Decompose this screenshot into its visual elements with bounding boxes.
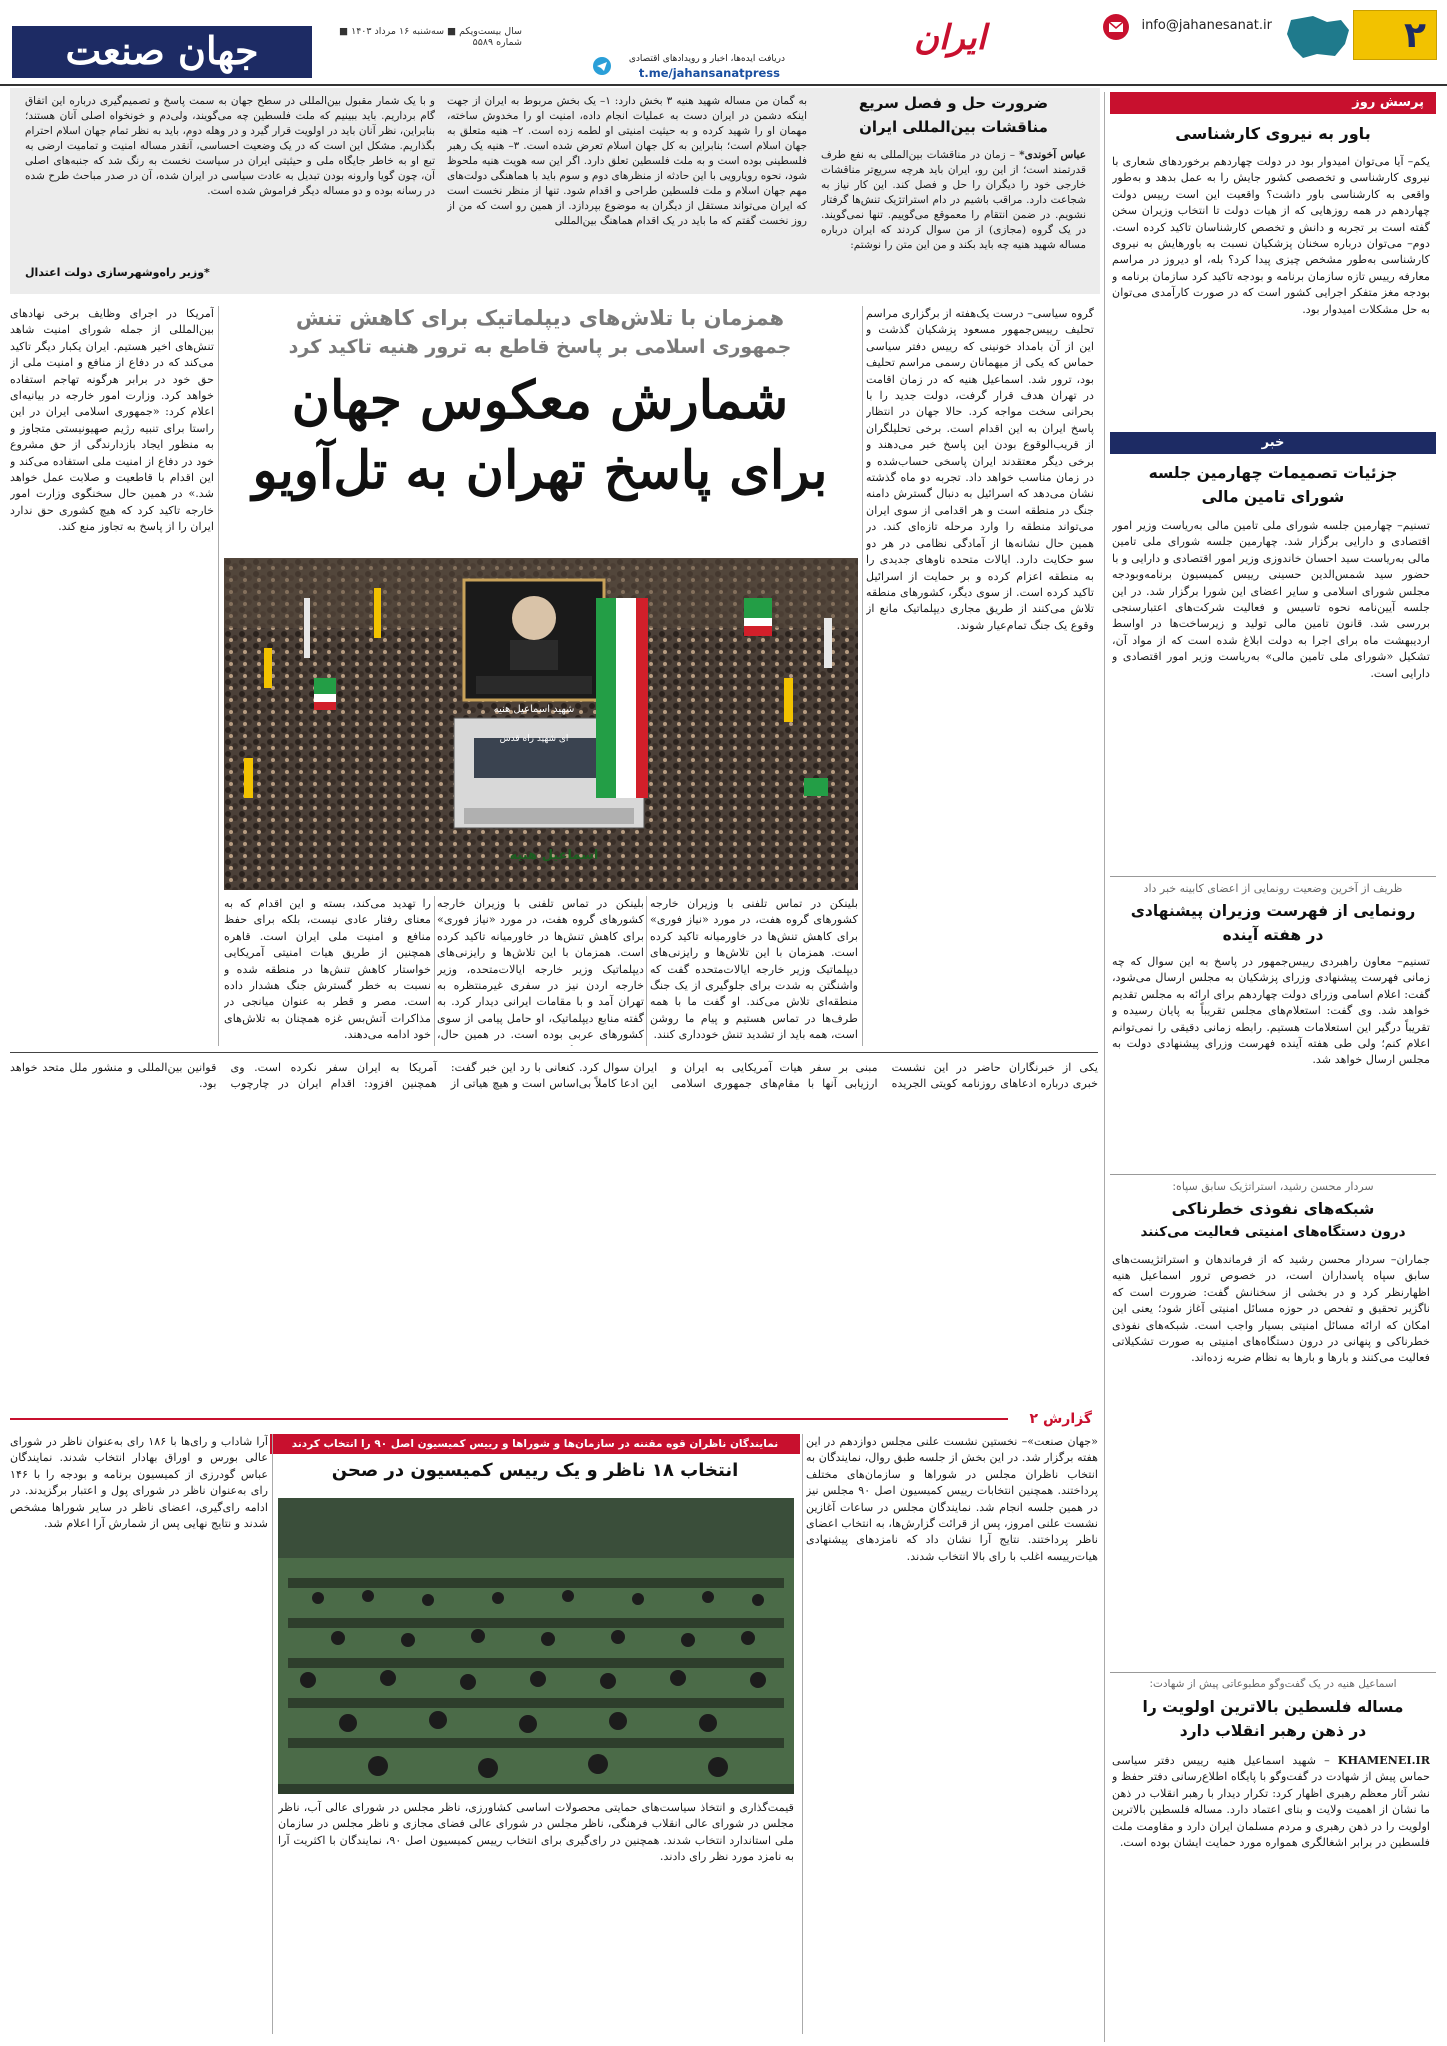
telegram-icon [592, 56, 612, 76]
main-bottom-continuation: یکی از خبرنگاران حاضر در این نشست خبری درباره ادعاهای روزنامه کویتی الجریده مبنی بر سفر هیات آمریکایی به ایران و ارزیابی آنها با مقام‌های جمهوری اسلامی ایران سوال کرد. کنعانی با رد این خبر گفت: این ادعا کاملاً بی‌اساس است و هیچ هیاتی از آمریکا به ایران سفر نکرده است. وی همچنین افزود: اقدام ایران در چارچوب قوانین بین‌المللی و منشور ملل متحد خواهد بود. [10, 1061, 1098, 1091]
minister-text: تسنیم– معاون راهبردی رییس‌جمهور در پاسخ به این سوال که چه زمانی فهرست پیشنهادی وزرای پزشکیان به مجلس ارسال می‌شود، گفت: اعلام اسامی وزرای دولت چهاردهم برای ارائه به مجلس تقدیم خواهد شد. وی گفت: استعلام‌های مجلس تقریباً به پایان رسیده و تقریباً درگیر این استعلامات هستیم. رابطه زمانی دقیقی را نمی‌توانم اعلام کنم؛ ولی طی هفته آینده فهرست وزرای پیشنهادی دولت به مجلس ارسال خواهد شد. [1112, 955, 1430, 1067]
report-kicker: نمایندگان ناظران قوه مقننه در سازمان‌ها و شوراها و رییس کمیسیون اصل ۹۰ را انتخاب کردند [291, 1438, 779, 1450]
sidebar-divider [1104, 92, 1105, 2042]
news-title-1: جزئیات تصمیمات چهارمین جلسه [1148, 464, 1398, 482]
qa-title: باور به نیروی کارشناسی [1175, 124, 1371, 143]
sidebar-rule-1 [1110, 876, 1436, 877]
photo-banner-bottom: ای شهید راه قدس [499, 734, 569, 744]
influence-title-1: شبکه‌های نفوذی خطرناکی [1171, 1200, 1375, 1218]
main-col-right: گروه سیاسی– درست یک‌هفته از برگزاری مراسم تحلیف رییس‌جمهور مسعود پزشکیان گذشت و این از آن بامداد خونینی که رییس دفتر سیاسی حماس که یکی از میهمانان رسمی مراسم تحلیف بود، ترور شد. اسماعیل هنیه که در زمان اقامت در تهران هدف قرار گرفت، دولت جدید را با بحرانی سخت مواجه کرد. حالا جهان در انتظار پاسخ ایران به این اقدام است. برخی تحلیلگران از قریب‌الوقوع بودن این پاسخ خبر می‌دهند و برخی دیگر معتقدند ایران پاسخی حساب‌شده و در زمان مناسب خواهد داد. تجربه دو ماه گذشته نشان می‌دهد که اسرائیل به دنبال گسترش دامنه جنگ در منطقه است و هر اقدامی از سوی ایران می‌تواند منطقه را وارد مرحله تازه‌ای کند. در همین حال نشانه‌ها از آمادگی نظامی در هر دو سو حکایت دارد. ایالات متحده ناوهای جدیدی را به منطقه اعزام کرده و بر حمایت از اسرائیل تاکید کرده است. از سوی دیگر، کشورهای منطقه تلاش می‌کنند از طریق مجاری دیپلماتیک مانع از وقوع یک جنگ تمام‌عیار شوند. [866, 307, 1094, 632]
main-col-b: را تهدید می‌کند، بسته و این اقدام که به معنای رفتار عادی نیست، بلکه برای حفظ منافع و امنیت ملی ایران است. قاهره همچنین از طریق هیات امنیتی آمریکایی خواستار کاهش تنش‌ها در منطقه شده و نسبت به خطر گسترش جنگ هشدار داده است. مصر و قطر به عنوان میانجی در مذاکرات آتش‌بس غزه همچنان به تلاش‌های خود ادامه می‌دهند. [224, 897, 431, 1042]
report-divider-1 [802, 1434, 803, 2034]
masthead-rule [0, 84, 1447, 86]
main-col-divider-2 [218, 306, 219, 1046]
section-title: ایران [913, 18, 987, 58]
page-number: ۲ [1404, 15, 1426, 56]
khamenei-title-2: در ذهن رهبر انقلاب دارد [1179, 1722, 1367, 1740]
qa-text: یکم– آیا می‌توان امیدوار بود در دولت چهاردهم برخوردهای شعاری با نیروی کارشناسی و تخصصی کشور جایش را به عمل بدهد و به‌طور واقعی به کارشناسی باور داشت؟ واقعیت این است رییس دولت چهاردهم در همه روزهایی که از هیات دولت تا انتخاب وزیران سخن گفته است بر تجربه و دانش و تخصص کارشناسان تاکید کرده است. دوم– می‌توان درباره سخنان پزشکیان نسبت به باورهایش به نیروی کارشناسی به‌طور مشخص چیزی پیدا کرد؟ بله، او دیروز در مراسم معارفه رییس تازه سازمان برنامه و بودجه تاکید کرد سازمان برنامه و بودجه مغز متفکر اجرایی کشور است که در صورت کارآمدی می‌توان به حل مشکلات امیدوار بود. [1112, 155, 1430, 316]
news-label-bar [1110, 432, 1436, 454]
minister-title-1: رونمایی از فهرست وزیران پیشنهادی [1130, 902, 1416, 920]
email-label[interactable]: info@jahanesanat.ir [1141, 18, 1272, 33]
report-divider-2 [272, 1434, 273, 2034]
report-title: انتخاب ۱۸ ناظر و یک رییس کمیسیون در صحن [331, 1460, 739, 1481]
khamenei-kicker: اسماعیل هنیه در یک گفت‌وگو مطبوعاتی پیش از شهادت: [1149, 1678, 1397, 1690]
opinion-title-1: ضرورت حل و فصل سریع [858, 94, 1049, 112]
funeral-crowd-image [224, 558, 858, 890]
khamenei-text: KHAMENEI.IR – شهید اسماعیل هنیه رییس دفتر سیاسی حماس پیش از شهادت در گفت‌وگو با پایگاه اطلاع‌رسانی دفتر حفظ و نشر آثار معظم رهبری اظهار کرد: تکرار دیدار با رهبر انقلاب در ذهن ما نشان از اهمیت ولایت و بنای اعتماد دارد. مساله فلسطین بالاترین اولویت را در ذهن رهبری و مردم مسلمان ایران دارد و مقاومت ملت فلسطین در برابر اشغالگری همواره مورد حمایت ایشان بوده است. [1112, 1753, 1430, 1850]
report-label: گزارش ۲ [1008, 1408, 1098, 1430]
report-col-left: آرا شاداب و رای‌ها با ۱۸۶ رای به‌عنوان ناظر در شورای عالی بورس و اوراق بهادار انتخاب شدند. نمایندگان عباس گودرزی از کمیسیون برنامه و بودجه را با ۱۴۶ رای به‌عنوان ناظر در شورای پول و اعتبار برگزیدند. در ادامه رای‌گیری، اعضای ناظر در سایر شوراها مشخص شدند و نتایج نهایی پس از شمارش آرا اعلام شد. [10, 1435, 268, 1531]
opinion-author: عباس آخوندی* [1019, 149, 1086, 161]
opinion-col-3: و با یک شمار مقبول بین‌المللی در سطح جهان به سمت پاسخ و تصمیم‌گیری درباره این اتفاق گام برداریم. باید ببینیم که ملت فلسطین چه می‌گویند، ولی‌دم و خونخواه اصلی آنان هستند؛ بنابراین، نظر آنان باید در اولویت قرار گیرد و در وهله دوم، باید به نظر تمام جهان اسلام احترام بگذاریم. مشکل این است که در یک وضعیت احساسی، آنقدر مساله امنیت و تمامیت ارضی به تبع او به خاطر جایگاه ملی و حیثیتی ایران در سیاست نخست به رنگ شد که جنبه‌های اصلی آن، چون گویا وارونه بودن تبدیل به عادت سیاسی در ایران شده، آن در صدر مباحث طرح شده در رسانه بوده و دو مساله دیگر فراموش شده است. [25, 95, 435, 197]
iran-map-icon [1283, 14, 1353, 60]
news-title-2: شورای تامین مالی [1201, 488, 1345, 506]
issue-info: سال بیست‌ویکم ■ سه‌شنبه ۱۶ مرداد ۱۴۰۳ ■ شماره ۵۵۸۹ [339, 26, 522, 48]
main-col-divider-1 [862, 306, 863, 1046]
logo: جهان صنعت [65, 28, 259, 73]
report-label-bar [10, 1408, 1098, 1430]
influence-title-2: درون دستگاه‌های امنیتی فعالیت می‌کنند [1140, 1224, 1406, 1240]
qa-label: پرسش روز [1110, 92, 1436, 114]
khamenei-title-1: مساله فلسطین بالاترین اولویت را [1142, 1698, 1404, 1716]
minister-kicker: ظریف از آخرین وضعیت رونمایی از اعضای کابینه خبر داد [1143, 882, 1403, 895]
main-col-divider-4 [434, 896, 435, 1046]
page-number-box [1353, 10, 1437, 60]
main-bottom-rule [10, 1052, 1098, 1053]
photo-banner-top: شهید اسماعیل هنیه [493, 704, 575, 715]
main-headline-2: برای پاسخ تهران به تل‌آویو [252, 440, 828, 501]
khamenei-source: KHAMENEI.IR [1337, 1753, 1430, 1767]
sidebar-rule-3 [1110, 1672, 1436, 1673]
telegram-handle[interactable]: t.me/jahansanatpress [638, 66, 780, 80]
minister-title-2: در هفته آینده [1222, 926, 1324, 944]
main-kicker-1: همزمان با تلاش‌های دیپلماتیک برای کاهش تنش [295, 306, 785, 330]
report-col-right: «جهان صنعت»– نخستین نشست علنی مجلس دوازدهم در این هفته برگزار شد. در این بخش از جلسه طبق روال، نمایندگان به انتخاب ناظران مجلس در شوراها و سازمان‌های مختلف پرداختند. همچنین انتخابات رییس کمیسیون اصل ۹۰ مجلس نیز در همین جلسه انجام شد. نمایندگان مجلس در ساعات آغازین نشست علنی امروز، پس از قرائت گزارش‌ها، به انتخاب اعضای ناظر پرداختند. نتایج آرا نشان داد که نامزدهای پیشنهادی هیات‌رییسه اغلب با رای بالا انتخاب شدند. [806, 1435, 1098, 1563]
main-headline-1: شمارش معکوس جهان [291, 370, 789, 431]
sidebar-rule-2 [1110, 1174, 1436, 1175]
opinion-footnote: *وزیر راه‌وشهرسازی دولت اعتدال [25, 266, 210, 279]
report-label-rule [10, 1418, 1098, 1420]
main-col-mid: بلینکن در تماس تلفنی با وزیران خارجه کشورهای گروه هفت، در مورد «نیاز فوری» برای کاهش تنش‌ها در خاورمیانه تاکید کرده است. همزمان با این تلاش‌ها و رایزنی‌های دیپلماتیک وزیر خارجه ایالات‌متحده، وزیر خارجه اردن نیز در سفری غیرمنتظره به تهران آمد و با مقامات ایرانی دیدار کرد. به گفته منابع دیپلماتیک، او حامل پیامی از سوی کشورهای عربی بوده است. در همین حال، [437, 897, 644, 1042]
news-text: تسنیم– چهارمین جلسه شورای ملی تامین مالی به‌ریاست وزیر امور اقتصادی و دارایی برگزار شد. چهارمین جلسه شورای ملی تامین مالی به‌ریاست سید احسان خاندوزی وزیر امور اقتصادی و دارایی و با حضور سید شمس‌الدین حسینی رییس کمیسیون برنامه‌وبودجه مجلس شورای اسلامی و سایر اعضای این شورا برگزار شد. در این جلسه آیین‌نامه نحوه تاسیس و فعالیت شرکت‌های اعتبارسنجی بررسی شد. قانون تامین مالی تولید و زیرساخت‌ها در اواسط اردیبهشت ماه برای اجرا به دولت ابلاغ شده است که از مواد آن، تشکیل «شورای ملی تامین مالی» به‌ریاست وزیر امور اقتصادی و دارایی است. [1112, 519, 1430, 680]
masthead [0, 0, 1447, 80]
influence-kicker: سردار محسن رشید، استراتژیک سابق سپاه: [1172, 1180, 1374, 1193]
main-col-divider-3 [646, 896, 647, 1046]
parliament-image [278, 1498, 794, 1794]
news-label: خبر [1261, 435, 1285, 450]
telegram-text: دریافت ایده‌ها، اخبار و رویدادهای اقتصادی [628, 54, 785, 64]
sidebar [1110, 92, 1436, 2042]
logo-box[interactable] [12, 26, 312, 78]
opinion-col-2: به گمان من مساله شهید هنیه ۳ بخش دارد: ۱– یک بخش مربوط به ایران از جهت اینکه دشمن در ایران دست به عملیات انجام داده، امنیت او را مخدوش ساخته، مهمان او را شهید کرده و به حیثیت امنیتی او لطمه زده است. ۲– هنیه متعلق به جهان اسلام است؛ بنابراین به کل جهان اسلام تعرض شده است. ۳– هنیه یک رهبر فلسطینی بوده است و به ملت فلسطین تعلق دارد. اگر این سه هویت هنیه ملحوظ شود، نحوه رویارویی با این حادثه از منظرهای دوم و سوم باید با هماهنگی دولت‌های مهم جهان اسلام و ملت فلسطین طراحی و اقدام شود. تنها از منظر نخست است که ایران می‌تواند مستقل از دیگران به موضوع بپردازد. از همین رو است که من از روز نخست گفتم که ما باید در یک اقدام هماهنگ بین‌المللی [447, 95, 807, 227]
report-kicker-bar [270, 1434, 800, 1454]
top-opinion-box [10, 88, 1100, 294]
email-icon [1101, 12, 1131, 42]
main-kicker-2: جمهوری اسلامی بر پاسخ قاطع به ترور هنیه تاکید کرد [288, 336, 792, 358]
main-col-left: آمریکا در اجرای وظایف برخی نهادهای بین‌المللی از جمله شورای امنیت شاهد تنش‌های اخیر هستیم. ایران یکبار دیگر تاکید می‌کند که در دفاع از منافع و امنیت ملی از حق خود در برابر هرگونه تهاجم استفاده خواهد کرد. وزارت امور خارجه در بیانیه‌ای اعلام کرد: «جمهوری اسلامی ایران در این راستا برای تنبیه رژیم صهیونیستی متجاوز و به منظور ایجاد بازدارندگی از حق مشروع خود در دفاع از امنیت ملی استفاده می‌کند و این اقدام با قاطعیت و صلابت عمل خواهد شد.» در همین حال سخنگوی وزارت امور خارجه تاکید کرد که هیچ کشوری حق ندارد ایران را از پاسخ به تجاوز منع کند. [10, 307, 214, 534]
photo-truck-text: اسماعیل هنیه [509, 848, 599, 863]
funeral-photo [224, 558, 858, 890]
opinion-title-2: مناقشات بین‌المللی ایران [859, 118, 1048, 136]
report-col-mid: قیمت‌گذاری و انتخاذ سیاست‌های حمایتی محصولات اساسی کشاورزی، ناظر مجلس در شورای عالی آب، ناظر مجلس در شورای عالی انقلاب فرهنگی، ناظر مجلس در شورای عالی فضای مجازی و ناظر مجلس در سازمان ملی استاندارد انتخاب شدند. همچنین در رای‌گیری برای انتخاب رییس کمیسیون اصل ۹۰، نمایندگان با اکثریت آرا به نامزد مورد نظر رای دادند. [278, 1801, 794, 1864]
influence-text: جماران– سردار محسن رشید که از فرماندهان و استراتژیست‌های سابق سپاه پاسداران است، در خصوص ترور اسماعیل هنیه اظهارنظر کرد و در بخشی از سخنانش گفت: ضرورت است که ناگزیر تحقیق و تفحص در حوزه مسائل امنیتی آغاز شود؛ یعنی این امکان که ارائه مسائل امنیتی بسیار واجب است. شبکه‌های نفوذی خطرناکی و پنهانی در درون دستگاه‌های امنیتی به صورت تشکیلاتی فعالیت می‌کنند و بارها و بارها به نظام ضربه زده‌اند. [1112, 1253, 1430, 1365]
main-col-c: بلینکن در تماس تلفنی با وزیران خارجه کشورهای گروه هفت، در مورد «نیاز فوری» برای کاهش تنش‌ها در خاورمیانه تاکید کرده است. همزمان با این تلاش‌ها و رایزنی‌های دیپلماتیک وزیر خارجه ایالات‌متحده گفت که واشنگتن به شدت برای جلوگیری از یک جنگ منطقه‌ای تلاش می‌کند. او گفت ما با همه طرف‌ها در تماس هستیم و پیام ما روشن است، همه باید از تشدید تنش خودداری کنند. [650, 897, 858, 1042]
parliament-photo [278, 1498, 794, 1794]
opinion-col-1: عباس آخوندی* – زمان در مناقشات بین‌المللی به نفع طرف قدرتمند است؛ از این رو، ایران باید هرچه سریع‌تر مناقشات خارجی خود را دیگران را حل و فصل کند. این کار نیاز به شجاعت دارد. مراقب باشیم در دام استراتژیک تنش‌ها گرفتار نشویم. در ضمن انتقام را معموقع می‌گوییم. تنها نمی‌گویند. در یک گروه (مجازی) از من سوال کردند که ایران درباره مساله شهید هنیه چه باید بکند و من این متن را نوشتم: [821, 149, 1086, 251]
